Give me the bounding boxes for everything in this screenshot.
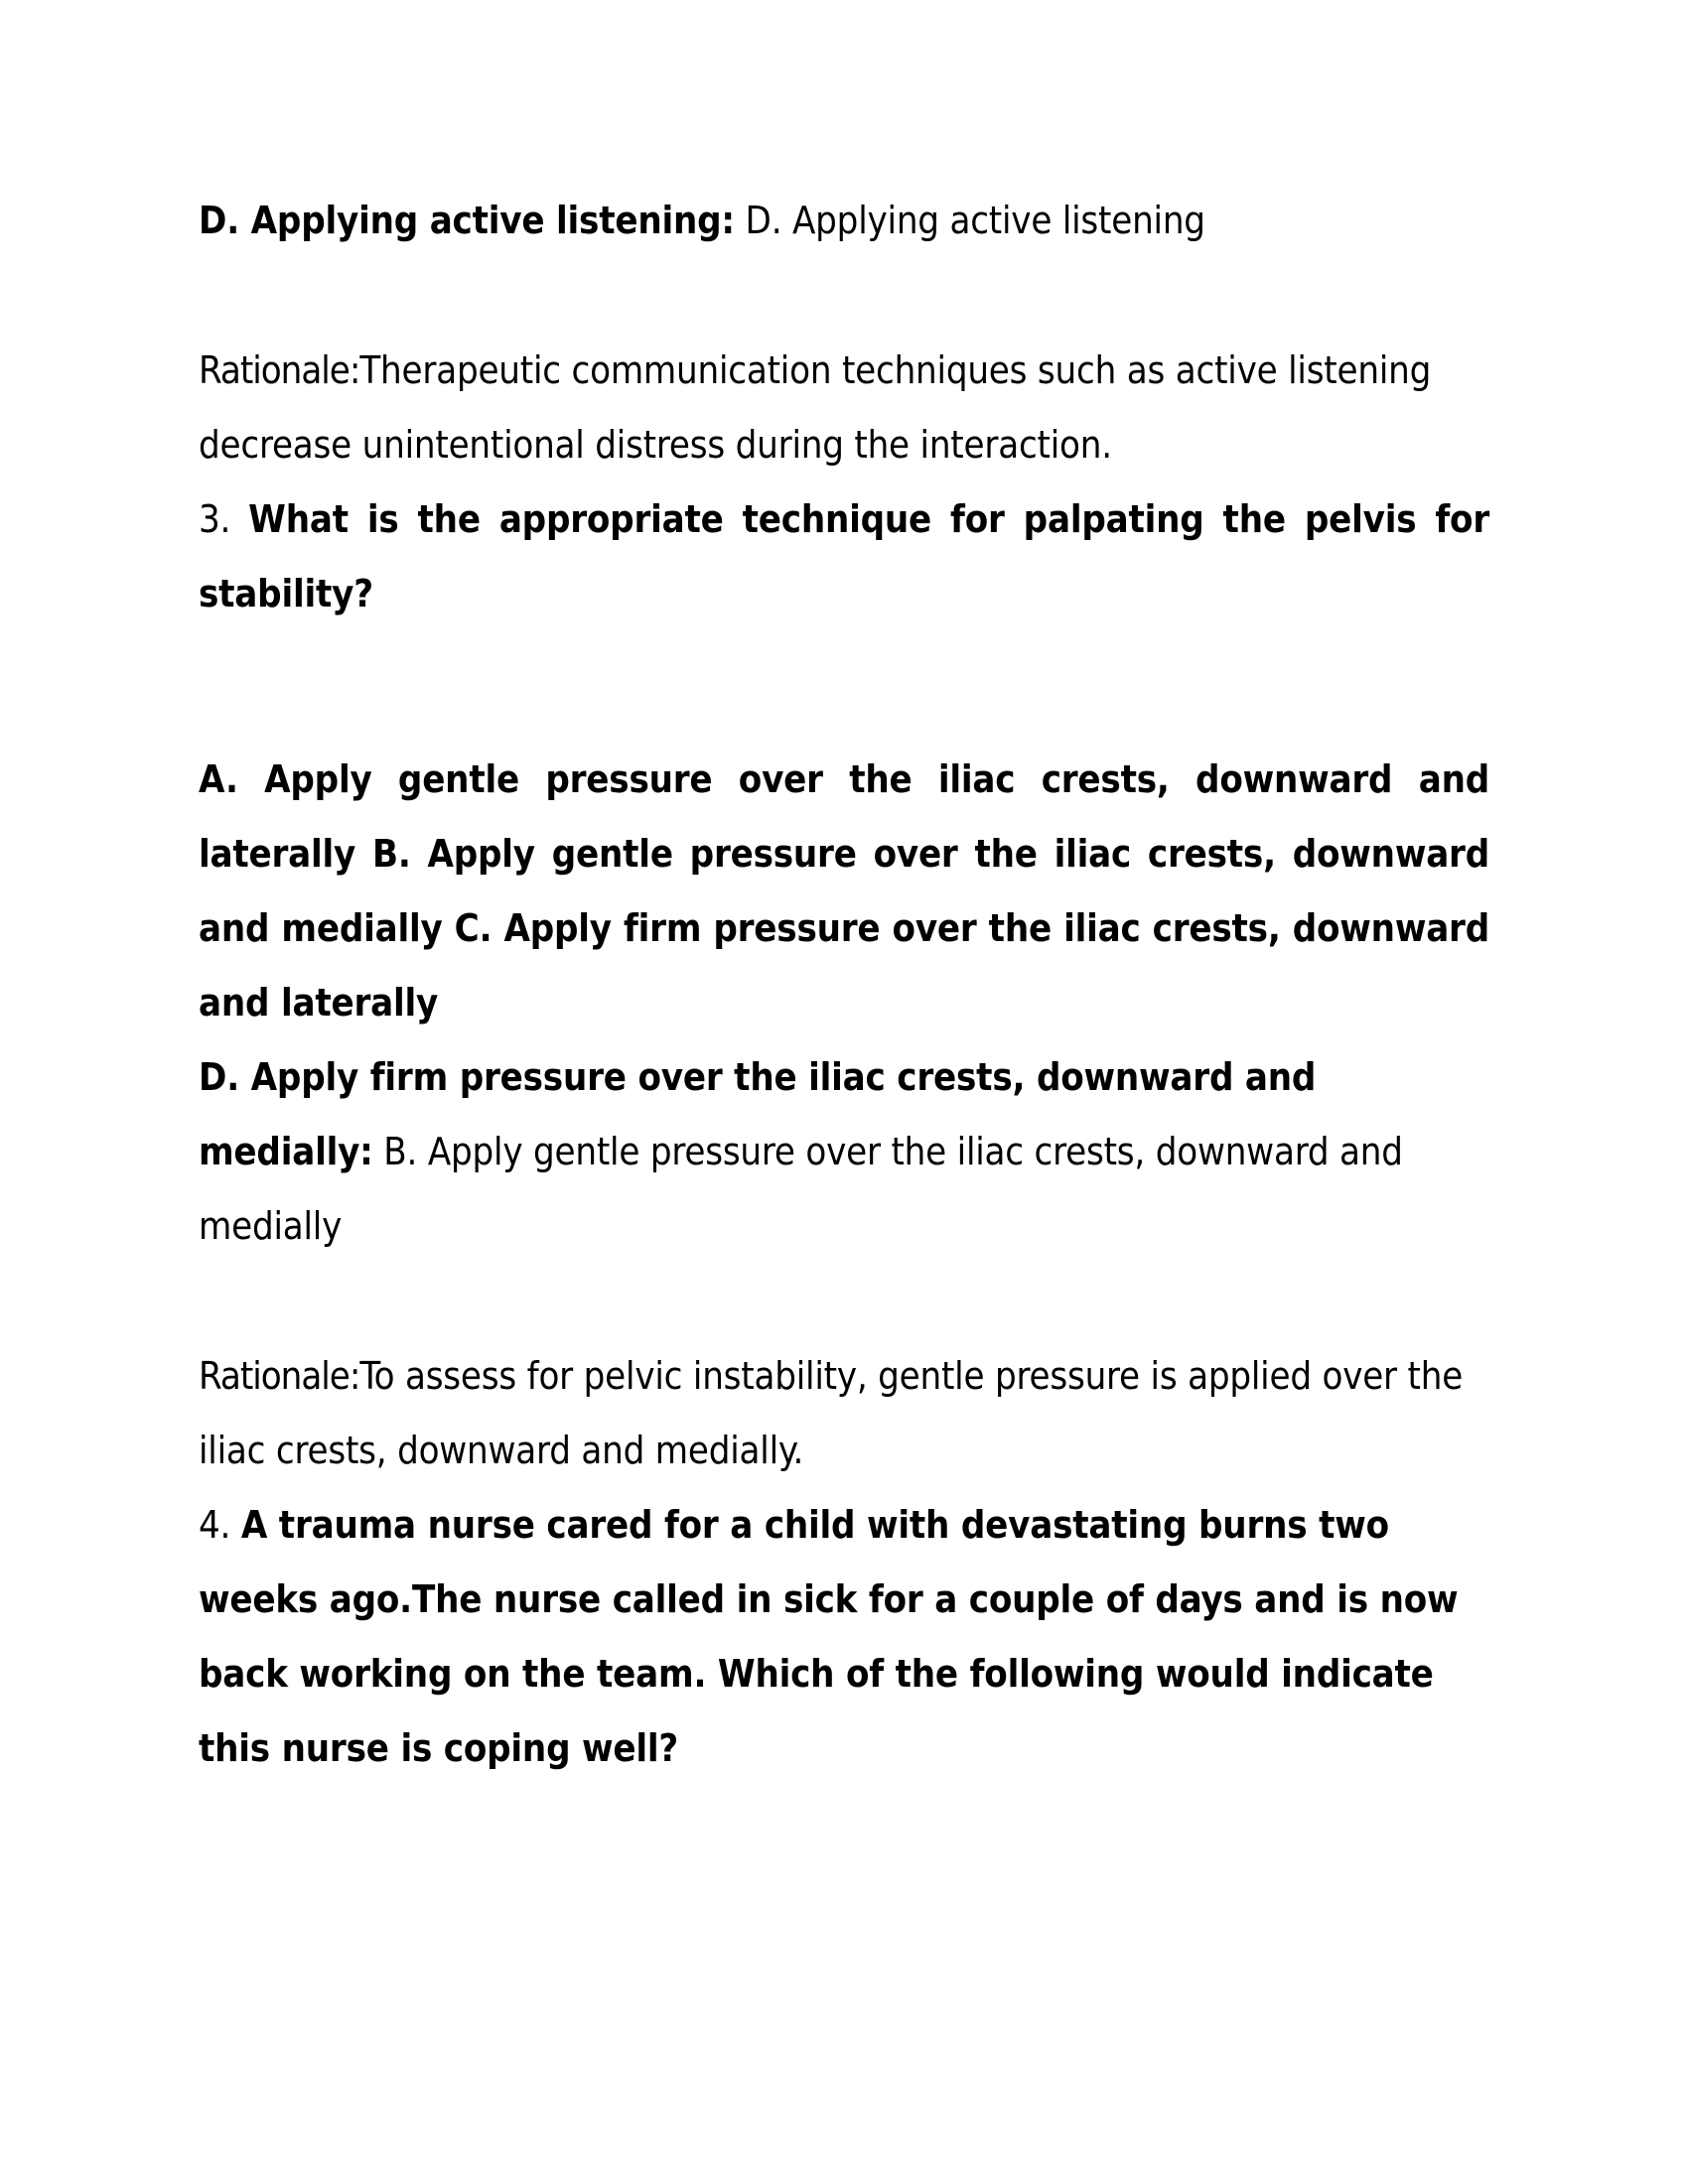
rationale-3-paragraph xyxy=(199,1339,1489,1488)
spacer-before-options xyxy=(199,631,1489,743)
rationale-1-label: Rationale: xyxy=(199,348,360,392)
answer-3-rest: B. Apply gentle pressure over the iliac crests, downward and medially xyxy=(199,1130,1403,1248)
question-3-paragraph xyxy=(199,482,1489,631)
answer-3-bold-lead: D. Apply firm pressure over the iliac crests, downward and medially: xyxy=(199,1055,1317,1173)
answer-1-paragraph xyxy=(199,184,1489,258)
question-4-text: A trauma nurse cared for a child with devastating burns two weeks ago.The nurse called in sick for a couple of days and is now back working on the team. Which of the following would indicate this nurse is coping well? xyxy=(199,1503,1459,1770)
question-3-text: What is the appropriate technique for palpating the pelvis for stability? xyxy=(199,497,1489,615)
rationale-3-label: Rationale: xyxy=(199,1354,360,1398)
rationale-1-text: Therapeutic communication techniques such as active listening decrease unintentional distress during the interaction. xyxy=(199,348,1432,467)
spacer-after-answer-3 xyxy=(199,1264,1489,1339)
answer-1-rest: D. Applying active listening xyxy=(734,199,1205,242)
question-3-number: 3. xyxy=(199,497,231,541)
document-body xyxy=(199,184,1489,1786)
spacer-after-answer-1 xyxy=(199,258,1489,334)
rationale-3-text: To assess for pelvic instability, gentle pressure is applied over the iliac crests, downward and medially. xyxy=(199,1354,1464,1472)
answer-3-paragraph xyxy=(199,1040,1489,1264)
rationale-1-paragraph xyxy=(199,334,1489,482)
question-4-paragraph xyxy=(199,1488,1489,1786)
options-3-paragraph xyxy=(199,743,1489,1040)
question-4-number: 4. xyxy=(199,1503,231,1547)
options-3-text: A. Apply gentle pressure over the iliac crests, downward and laterally B. Apply gentle pressure over the iliac crests, downward and medially C. Apply firm pressure over the iliac crests, downward and laterally xyxy=(199,757,1489,1024)
answer-1-bold-lead: D. Applying active listening: xyxy=(199,199,735,242)
